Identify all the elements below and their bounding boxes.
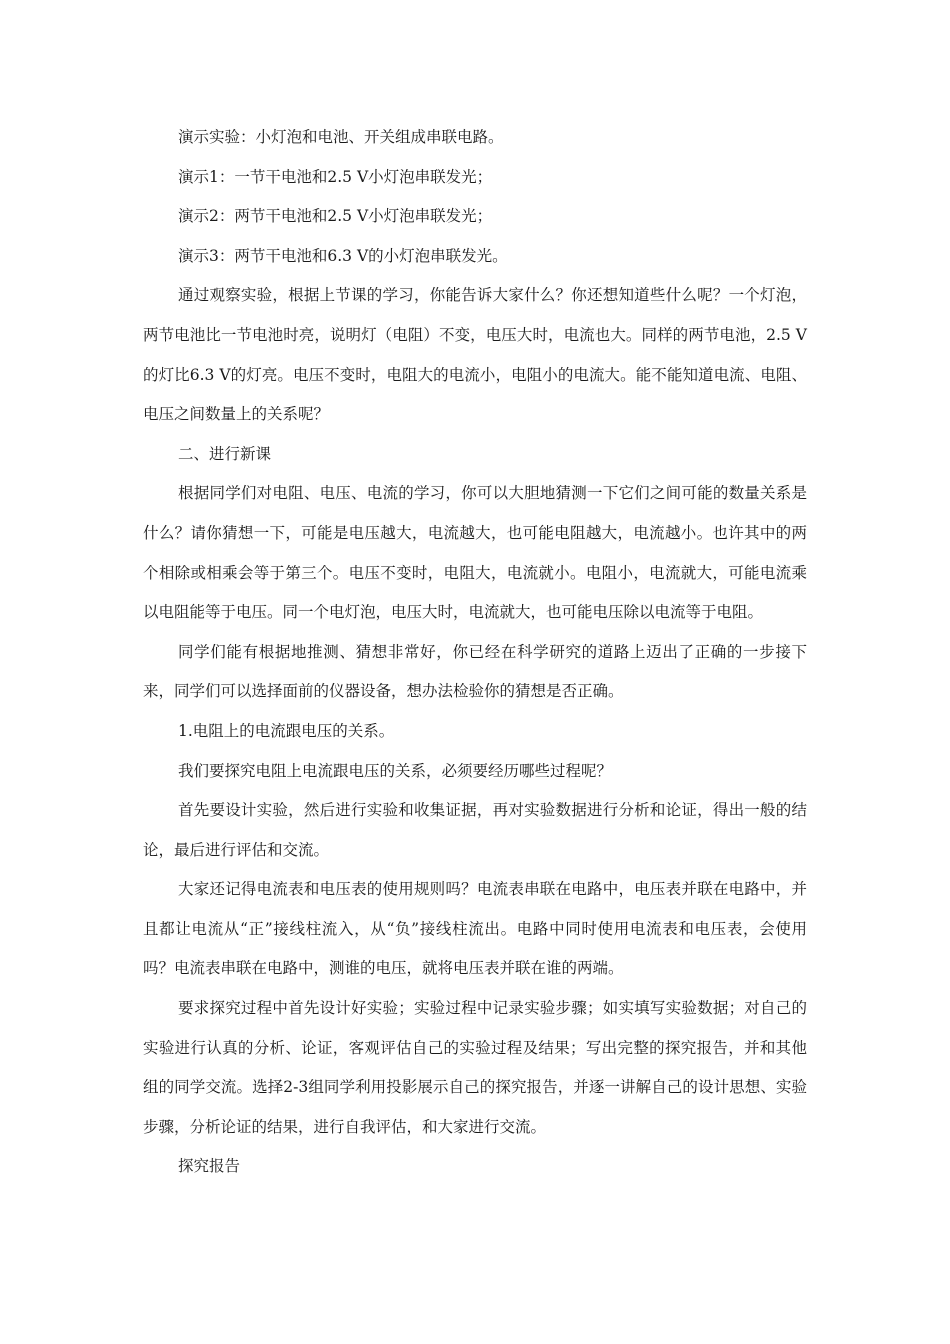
paragraph-meter-rules: 大家还记得电流表和电压表的使用规则吗？电流表串联在电路中，电压表并联在电路中，并且都让电流从“正”接线柱流入，从“负”接线柱流出。电路中同时使用电流表和电压表，会使用吗？电流表串联在电路中，测谁的电压，就将电压表并联在谁的两端。 <box>143 880 807 978</box>
paragraph-demo-intro: 演示实验：小灯泡和电池、开关组成串联电路。 <box>178 128 504 146</box>
paragraph-demo-1: 演示1：一节干电池和2.5 V小灯泡串联发光； <box>178 167 493 186</box>
paragraph-next-step: 同学们能有根据地推测、猜想非常好，你已经在科学研究的道路上迈出了正确的一步接下来，同学们可以选择面前的仪器设备，想办法检验你的猜想是否正确。 <box>143 642 807 701</box>
paragraph-process-question: 我们要探究电阻上电流跟电压的关系，必须要经历哪些过程呢？ <box>178 761 613 780</box>
paragraph-observation: 通过观察实验，根据上节课的学习，你能告诉大家什么？你还想知道些什么呢？一个灯泡，两节电池比一节电池时亮，说明灯（电阻）不变，电压大时，电流也大。同样的两节电池，2.5 V的灯比6.3 V的灯亮。电压不变时，电阻大的电流小，电阻小的电流大。能不能知道电流、电阻、电压之间数量上的关系呢？ <box>143 286 807 424</box>
subheading-current-voltage: 1.电阻上的电流跟电压的关系。 <box>178 721 395 740</box>
paragraph-demo-3: 演示3：两节干电池和6.3 V的小灯泡串联发光。 <box>178 246 508 265</box>
paragraph-requirements: 要求探究过程中首先设计好实验；实验过程中记录实验步骤；如实填写实验数据；对自己的实验进行认真的分析、论证，客观评估自己的实验过程及结果；写出完整的探究报告，并和其他组的同学交流。选择2-3组同学利用投影展示自己的探究报告，并逐一讲解自己的设计思想、实验步骤，分析论证的结果，进行自我评估，和大家进行交流。 <box>143 999 807 1136</box>
paragraph-process-steps: 首先要设计实验，然后进行实验和收集证据，再对实验数据进行分析和论证，得出一般的结论，最后进行评估和交流。 <box>143 801 807 859</box>
document-body <box>143 118 807 1187</box>
paragraph-demo-2: 演示2：两节干电池和2.5 V小灯泡串联发光； <box>178 207 493 226</box>
paragraph-hypothesis: 根据同学们对电阻、电压、电流的学习，你可以大胆地猜测一下它们之间可能的数量关系是什么？请你猜想一下，可能是电压越大，电流越大，也可能电阻越大，电流越小。也许其中的两个相除或相乘会等于第三个。电压不变时，电阻大，电流就小。电阻小，电流就大，可能电流乘以电阻能等于电压。同一个电灯泡，电压大时，电流就大，也可能电压除以电流等于电阻。 <box>143 484 807 622</box>
section-heading-new-lesson: 二、进行新课 <box>178 444 272 463</box>
subheading-report: 探究报告 <box>178 1157 241 1176</box>
